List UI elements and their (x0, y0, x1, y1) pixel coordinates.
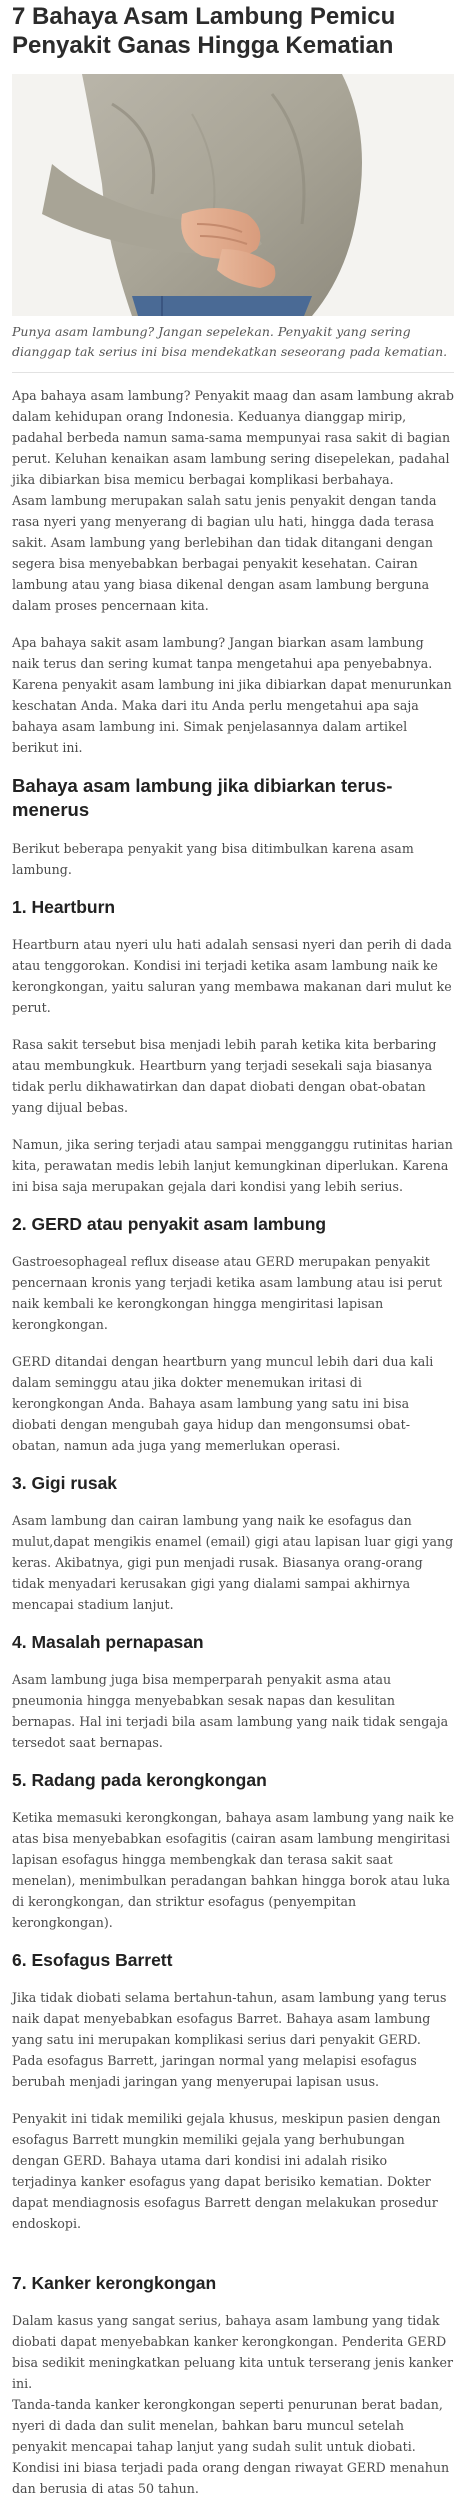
item-paragraph: Namun, jika sering terjadi atau sampai mengganggu rutinitas harian kita, perawatan medis lebih lanjut kemungkinan diperlukan. Karena ini bisa saja merupakan gejala dari kondisi yang lebih serius. (12, 1137, 453, 1194)
item-paragraph: GERD ditandai dengan heartburn yang muncul lebih dari dua kali dalam seminggu atau jika dokter menemukan iritasi di kerongkongan Anda. Bahaya asam lambung yang satu ini bisa diobati dengan mengubah gaya hidup dan mengonsumsi obat-obatan, namun ada juga yang memerlukan operasi. (12, 1354, 434, 1453)
item-paragraph: Tanda-tanda kanker kerongkongan seperti penurunan berat badan, nyeri di dada dan sulit menelan, bahkan baru muncul setelah penyakit mencapai tahap lanjut yang sudah sulit untuk diobati. Kondisi ini biasa terjadi pada orang dengan riwayat GERD menahun dan berusia di atas 50 tahun. (12, 2397, 450, 2496)
item-paragraph: Rasa sakit tersebut bisa menjadi lebih parah ketika kita berbaring atau membungkuk. Heartburn yang terjadi sesekali saja biasanya tidak perlu dikhawatirkan dan dapat diobati dengan obat-obatan yang dijual bebas. (12, 1037, 437, 1115)
item-heading-radang-kerongkongan: 5. Radang pada kerongkongan (12, 1770, 267, 1790)
item-paragraph: Heartburn atau nyeri ulu hati adalah sensasi nyeri dan perih di dada atau tenggorokan. Kondisi ini terjadi ketika asam lambung naik ke kerongkongan, yaitu saluran yang membawa makanan dari mulut ke perut. (12, 937, 452, 1015)
intro-paragraph: Apa bahaya sakit asam lambung? Jangan biarkan asam lambung naik terus dan sering kumat tanpa mengetahui apa penyebabnya. Karena penyakit asam lambung ini jika dibiarkan dapat menurunkan keschatan Anda. Maka dari itu Anda perlu mengetahui apa saja bahaya asam lambung ini. Simak penjelasannya dalam artikel berikut ini. (12, 635, 452, 755)
intro-paragraph: Apa bahaya asam lambung? Penyakit maag dan asam lambung akrab dalam kehidupan orang Indonesia. Keduanya dianggap mirip, padahal berbeda namun sama-sama mempunyai rasa sakit di bagian perut. Keluhan kenaikan asam lambung sering disepelekan, padahal jika dibiarkan bisa memicu berbagai komplikasi berbahaya. (12, 388, 454, 487)
item-heading-gigi-rusak: 3. Gigi rusak (12, 1473, 118, 1493)
divider (12, 372, 454, 373)
item-paragraph: Dalam kasus yang sangat serius, bahaya asam lambung yang tidak diobati dapat menyebabkan kanker kerongkongan. Penderita GERD bisa sedikit meningkatkan peluang kita untuk terserang jenis kanker ini. (12, 2313, 454, 2391)
item-heading-esofagus-barrett: 6. Esofagus Barrett (12, 1950, 173, 1970)
item-heading-masalah-pernapasan: 4. Masalah pernapasan (12, 1632, 204, 1652)
item-paragraph: Ketika memasuki kerongkongan, bahaya asam lambung yang naik ke atas bisa menyebabkan esofagitis (cairan asam lambung mengiritasi lapisan esofagus hingga membengkak dan terasa sakit saat menelan), menimbulkan peradangan bahkan hingga borok atau luka di kerongkongan, dan striktur esofagus (penyempitan kerongkongan). (12, 1810, 454, 1930)
item-heading-heartburn: 1. Heartburn (12, 897, 116, 917)
item-paragraph: Penyakit ini tidak memiliki gejala khusus, meskipun pasien dengan esofagus Barrett mungkin memiliki gejala yang berhubungan dengan GERD. Bahaya utama dari kondisi ini adalah risiko terjadinya kanker esofagus yang dapat berisiko kematian. Dokter dapat mendiagnosis esofagus Barrett dengan melakukan prosedur endoskopi. (12, 2111, 441, 2231)
section-heading: Bahaya asam lambung jika dibiarkan terus-menerus (12, 775, 393, 820)
item-paragraph: Gastroesophageal reflux disease atau GERD merupakan penyakit pencernaan kronis yang terjadi ketika asam lambung atau isi perut naik kembali ke kerongkongan hingga mengiritasi lapisan kerongkongan. (12, 1254, 443, 1332)
article-title: 7 Bahaya Asam Lambung Pemicu Penyakit Ganas Hingga Kematian (12, 3, 396, 59)
item-paragraph: Jika tidak diobati selama bertahun-tahun, asam lambung yang terus naik dapat menyebabkan esofagus Barret. Bahaya asam lambung yang satu ini merupakan komplikasi serius dari penyakit GERD. Pada esofagus Barrett, jaringan normal yang melapisi esofagus berubah menjadi jaringan yang menyerupai lapisan usus. (12, 1990, 447, 2089)
article (0, 2, 466, 2499)
item-heading-gerd: 2. GERD atau penyakit asam lambung (12, 1214, 327, 1234)
intro-paragraph: Asam lambung merupakan salah satu jenis penyakit dengan tanda rasa nyeri yang menyerang di bagian ulu hati, hingga dada terasa sakit. Asam lambung yang berlebihan dan tidak ditangani dengan segera bisa menyebabkan berbagai penyakit kesehatan. Cairan lambung atau yang biasa dikenal dengan asam lambung berguna dalam proses pencernaan kita. (12, 493, 437, 613)
section-intro: Berikut beberapa penyakit yang bisa ditimbulkan karena asam lambung. (12, 841, 414, 877)
person-holding-stomach-photo-icon (12, 74, 454, 316)
hero-caption: Punya asam lambung? Jangan sepelekan. Penyakit yang sering dianggap tak serius ini bisa mendekatkan seseorang pada kematian. (12, 324, 448, 359)
item-heading-kanker-kerongkongan: 7. Kanker kerongkongan (12, 2273, 217, 2293)
item-paragraph: Asam lambung juga bisa memperparah penyakit asma atau pneumonia hingga menyebabkan sesak napas dan kesulitan bernapas. Hal ini terjadi bila asam lambung yang naik tidak sengaja tersedot saat bernapas. (12, 1672, 449, 1750)
item-paragraph: Asam lambung dan cairan lambung yang naik ke esofagus dan mulut,dapat mengikis enamel (email) gigi atau lapisan luar gigi yang keras. Akibatnya, gigi pun menjadi rusak. Biasanya orang-orang tidak menyadari kerusakan gigi yang dialami sampai akhirnya mencapai stadium lanjut. (12, 1513, 454, 1612)
hero-image (12, 74, 454, 316)
